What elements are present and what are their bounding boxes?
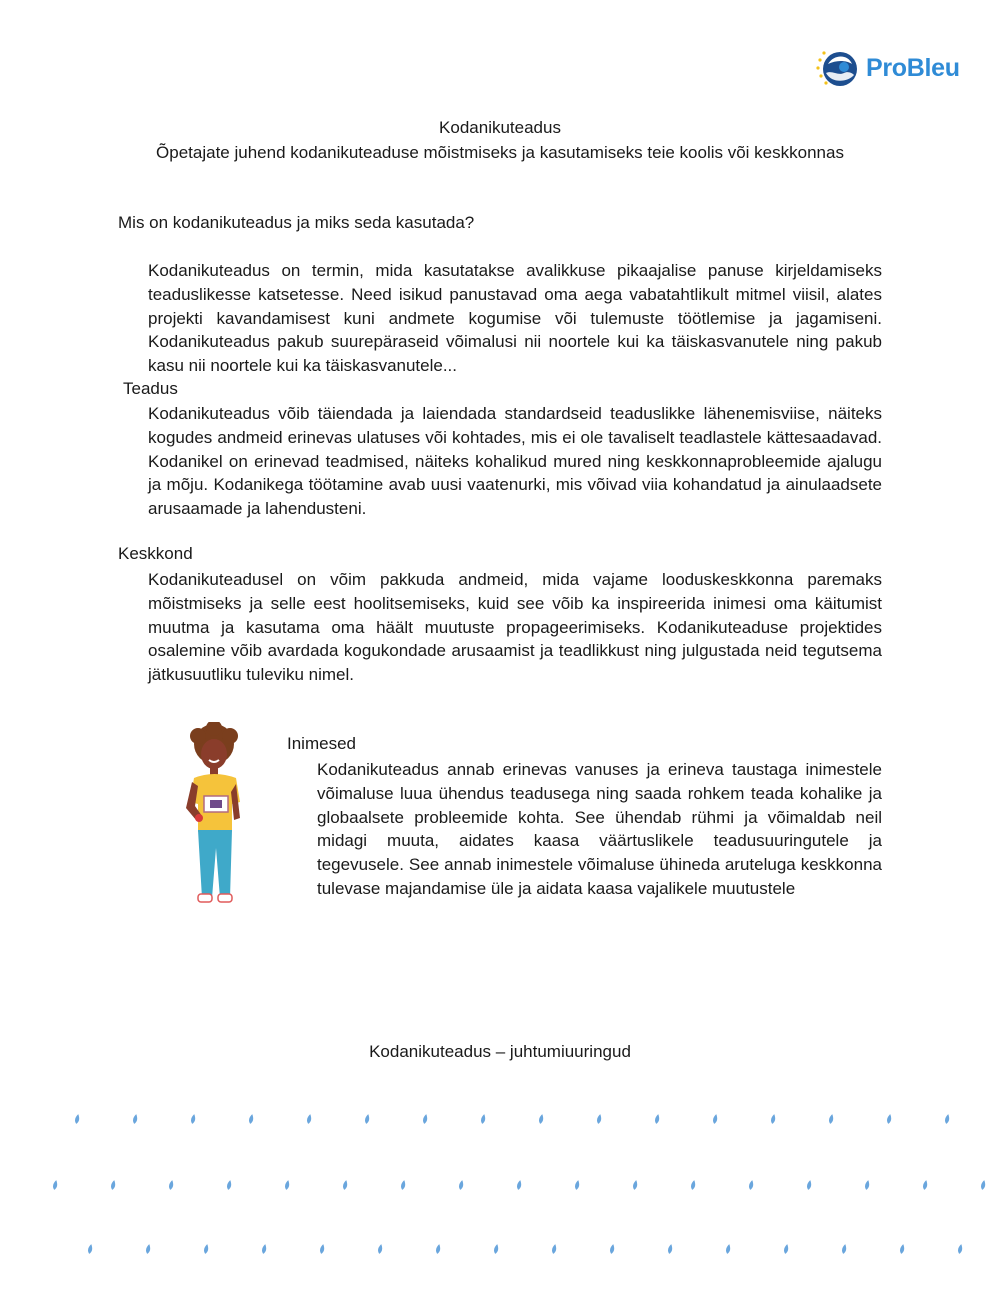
droplet-icon <box>435 1244 441 1255</box>
droplet-icon <box>377 1244 383 1255</box>
droplet-icon <box>632 1180 638 1191</box>
page-subtitle: Õpetajate juhend kodanikuteaduse mõistmiseks ja kasutamiseks teie koolis või keskkonnas <box>156 143 844 162</box>
droplet-icon <box>574 1180 580 1191</box>
droplet-icon <box>538 1114 544 1125</box>
droplet-icon <box>364 1114 370 1125</box>
droplet-icon <box>783 1244 789 1255</box>
logo-text: ProBleu <box>866 54 960 82</box>
droplet-icon <box>319 1244 325 1255</box>
droplet-icon <box>400 1180 406 1191</box>
droplet-icon <box>52 1180 58 1191</box>
droplet-icon <box>74 1114 80 1125</box>
droplet-icon <box>667 1244 673 1255</box>
next-section-title: Kodanikuteadus – juhtumiuuringud <box>369 1042 631 1061</box>
inimesed-heading: Inimesed <box>287 734 356 753</box>
droplet-icon <box>841 1244 847 1255</box>
droplet-icon <box>748 1180 754 1191</box>
droplet-icon <box>458 1180 464 1191</box>
keskkond-paragraph: Kodanikuteadusel on võim pakkuda andmeid, mida vajame looduskeskkonna paremaks mõistmiseks ja selle eest hoolitsemiseks, kuid see võib ka inspireerida inimesi oma käitumist muutma ja kasutama oma häält muutuste propageerimiseks. Kodanikuteaduse projektides osalemine võib avardada kogukondade arusaamist ja teadlikkust ning julgustada neid tegutsema jätkusuutliku tuleviku nimel. <box>148 570 882 685</box>
inimesed-paragraph: Kodanikuteadus annab erinevas vanuses ja erineva taustaga inimestele võimaluse luua ühendus teadusega ning saada rohkem teada kohalike ja globaalsete probleemide kohta. See ühendab rühmi ja võimaldab neil midagi muuta, aidates kaasa väärtuslikele teadusuuringutele ja tegevusele. See annab inimestele võimaluse ühineda aruteluga keskkonna tulevase majandamise üle ja aidata kaasa vajalikele muutustele <box>317 760 882 898</box>
droplet-icon <box>886 1114 892 1125</box>
teadus-heading: Teadus <box>123 379 178 398</box>
droplet-icon <box>261 1244 267 1255</box>
droplet-icon <box>203 1244 209 1255</box>
droplet-icon <box>806 1180 812 1191</box>
droplet-icon <box>87 1244 93 1255</box>
droplet-icon <box>132 1114 138 1125</box>
intro-heading: Mis on kodanikuteadus ja miks seda kasutada? <box>118 213 475 232</box>
droplet-icon <box>168 1180 174 1191</box>
droplet-icon <box>712 1114 718 1125</box>
droplet-icon <box>480 1114 486 1125</box>
droplet-icon <box>864 1180 870 1191</box>
droplet-icon <box>690 1180 696 1191</box>
droplet-icon <box>609 1244 615 1255</box>
droplet-icon <box>516 1180 522 1191</box>
droplet-icon <box>980 1180 986 1191</box>
droplet-icon <box>899 1244 905 1255</box>
teadus-paragraph: Kodanikuteadus võib täiendada ja laiendada standardseid teaduslikke lähenemisviise, näiteks kogudes andmeid erinevas ulatuses või kohtades, mis ei ole tavaliselt teadlastele kättesaadavad. Kodanikel on erinevad teadmised, näiteks kohalikud mured ning keskkonnaprobleemide ajalugu ja mõju. Kodanikega töötamine avab uusi vaatenurki, mis võivad viia kohandatud ja ainulaadsete arusaamade ja lahendusteni. <box>148 404 882 519</box>
page-title: Kodanikuteadus <box>439 118 561 137</box>
person-illustration <box>176 722 248 908</box>
droplet-icon <box>145 1244 151 1255</box>
droplet-icon <box>957 1244 963 1255</box>
droplet-icon <box>248 1114 254 1125</box>
keskkond-heading: Keskkond <box>118 544 193 563</box>
droplet-icon <box>828 1114 834 1125</box>
probleu-logo <box>814 46 964 92</box>
droplet-icon <box>770 1114 776 1125</box>
droplet-icon <box>422 1114 428 1125</box>
droplet-icon <box>944 1114 950 1125</box>
droplet-icon <box>493 1244 499 1255</box>
droplet-icon <box>110 1180 116 1191</box>
droplet-icon <box>654 1114 660 1125</box>
droplet-icon <box>284 1180 290 1191</box>
droplet-icon <box>596 1114 602 1125</box>
droplet-icon <box>922 1180 928 1191</box>
droplet-icon <box>190 1114 196 1125</box>
droplet-icon <box>551 1244 557 1255</box>
droplet-icon <box>226 1180 232 1191</box>
droplet-icon <box>306 1114 312 1125</box>
decorative-droplet-pattern <box>0 1100 1000 1270</box>
droplet-icon <box>342 1180 348 1191</box>
intro-paragraph: Kodanikuteadus on termin, mida kasutatakse avalikkuse pikaajalise panuse kirjeldamiseks teaduslikesse katsetesse. Need isikud panustavad oma aega vabatahtlikult mitmel viisil, alates projekti kavandamisest kuni andmete kogumise või tulemuste töötlemise ja jagamiseni. Kodanikuteadus pakub suurepäraseid võimalusi nii noortele kui ka täiskasvanutele ning pakub kasu nii noortele kui ka täiskasvanutele... <box>148 261 882 376</box>
droplet-icon <box>725 1244 731 1255</box>
probleu-logo-icon <box>814 46 864 92</box>
